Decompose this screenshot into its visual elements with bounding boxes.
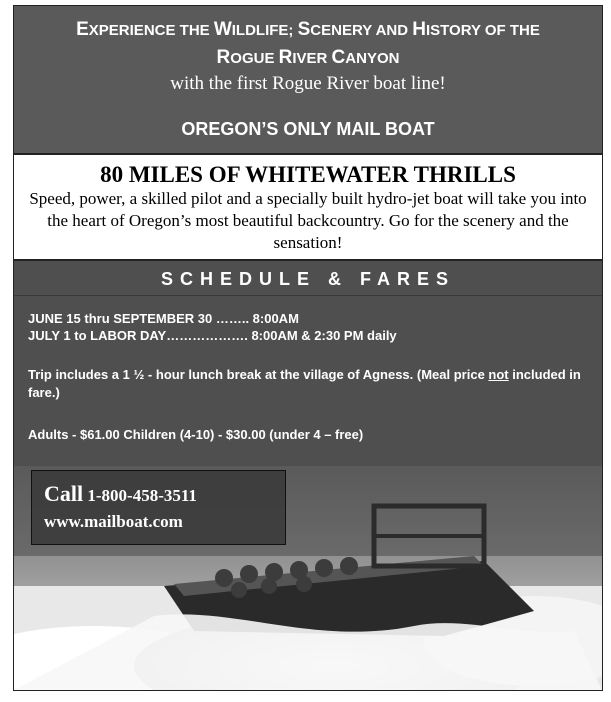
schedule-title: SCHEDULE & FARES [160,269,456,289]
headline-smallcaps: ILDLIFE; [231,22,298,39]
headline-cap: E [76,19,89,40]
headline-cap: H [412,19,426,40]
call-label: Call [44,481,84,506]
headline-line-2 [14,46,602,71]
trip-info-emphasis: not [488,367,509,382]
tagline: with the first Rogue River boat line! [170,73,446,94]
thrills-description: Speed, power, a skilled pilot and a specially built hydro-jet boat will take you into the heart of Oregon’s most beautiful backcountry. Go for the scenery and the sensation! [29,189,587,252]
divider [14,295,602,296]
schedule-section [14,261,602,466]
contact-box [31,470,286,545]
schedule-line-july: JULY 1 to LABOR DAY………………. 8:00AM & 2:30 PM daily [28,328,397,343]
phone-line [44,481,197,507]
headline-smallcaps: CENERY AND [310,22,413,39]
headline-smallcaps: ANYON [345,50,400,67]
trip-info-text: included in fare.) [28,367,581,400]
trip-info [28,366,590,402]
thrills-panel [14,155,602,261]
mail-boat-heading: OREGON’S ONLY MAIL BOAT [181,119,435,139]
schedule-line-june: JUNE 15 thru SEPTEMBER 30 …….. 8:00AM [28,311,299,326]
fares-line: Adults - $61.00 Children (4-10) - $30.00 (under 4 – free) [28,427,364,442]
headline-smallcaps: OGUE [230,50,279,67]
headline-cap: R [216,47,231,68]
flyer [13,5,603,691]
header-banner [14,6,602,155]
headline-cap: W [213,19,232,40]
trip-info-text: Trip includes a 1 ½ - hour lunch break at the village of Agness. (Meal price [28,367,489,382]
headline-smallcaps: XPERIENCE THE [88,22,214,39]
headline-cap: R [278,47,293,68]
headline-smallcaps: IVER [292,50,332,67]
headline-cap: C [331,47,346,68]
headline-smallcaps: ISTORY OF THE [425,22,540,39]
phone-number[interactable]: 1-800-458-3511 [83,486,197,505]
headline-line-1 [14,18,602,43]
thrills-title: 80 MILES OF WHITEWATER THRILLS [100,162,516,187]
website-link[interactable]: www.mailboat.com [44,512,183,531]
headline-cap: S [297,19,311,40]
